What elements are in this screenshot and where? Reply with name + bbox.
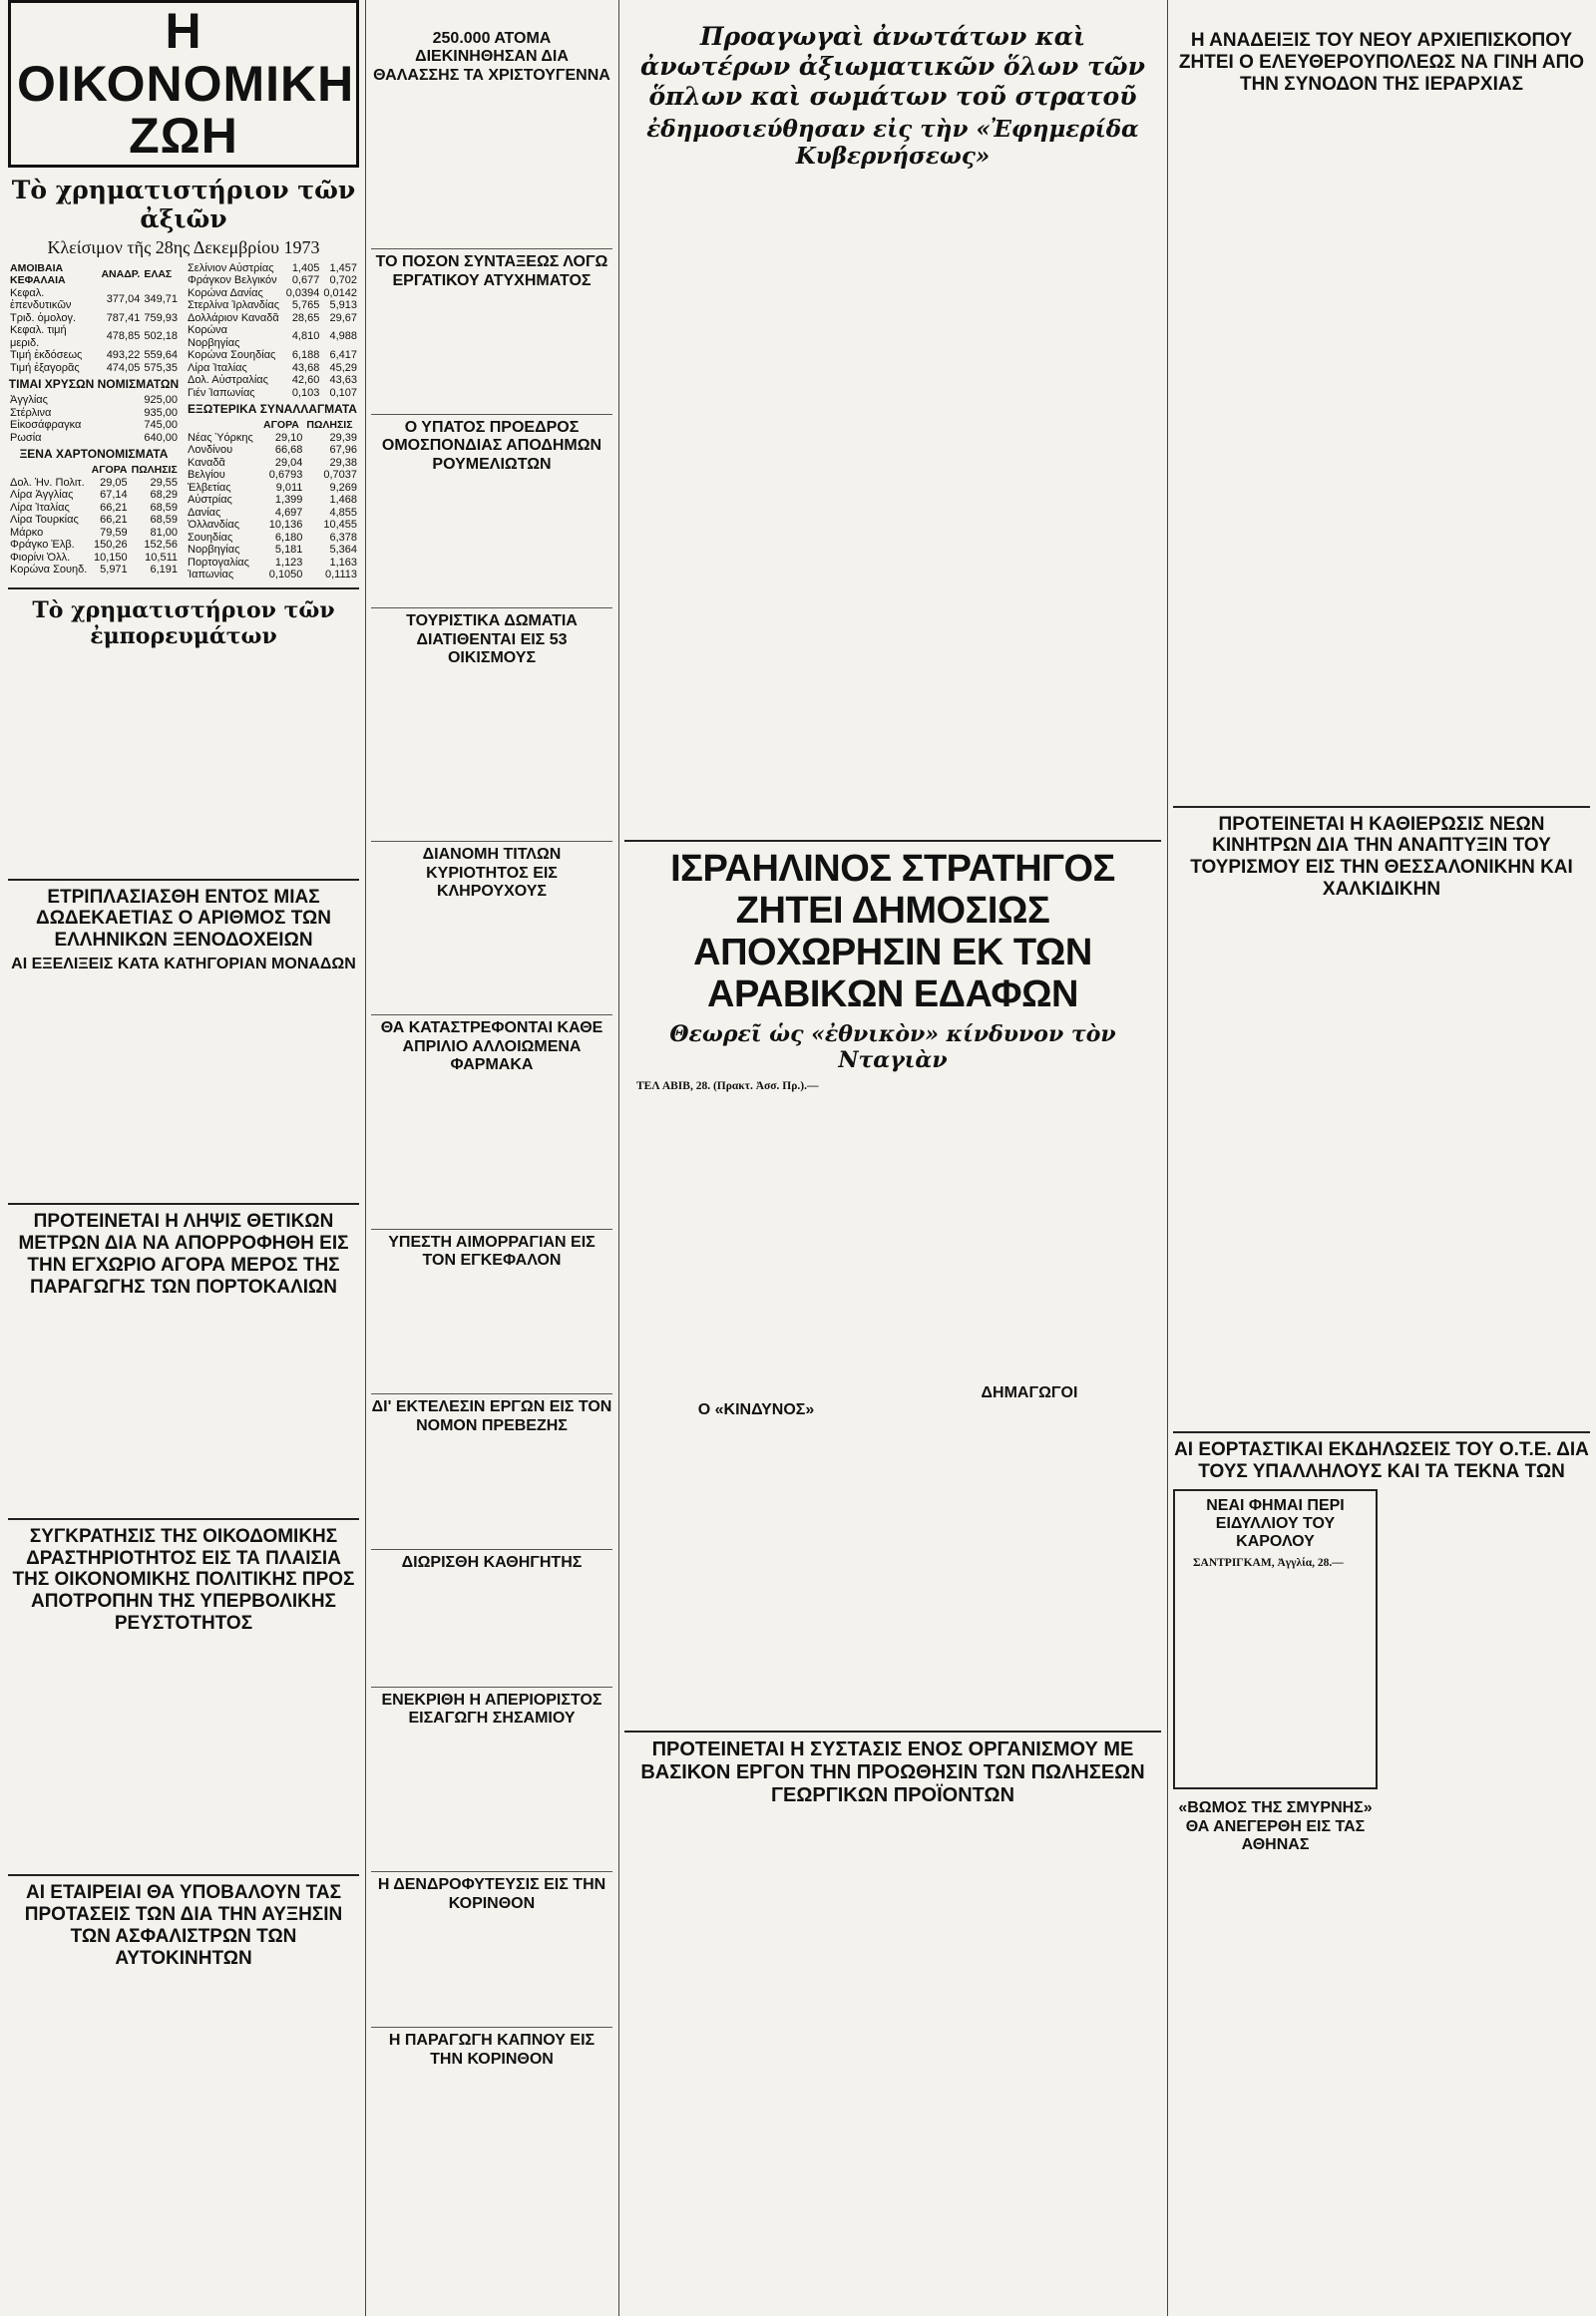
table-cell: 29,55 [150, 476, 178, 489]
stocks-date: Κλείσιμον τῆς 28ης Δεκεμβρίου 1973 [47, 236, 320, 257]
table-row [8, 539, 180, 552]
table-cell: Κορώνα Σουηδίας [188, 349, 276, 361]
section-masthead: Η ΟΙΚΟΝΟΜΙΚΗ ΖΩΗ [8, 0, 359, 168]
table-row [8, 362, 180, 375]
table-cell: 4,988 [329, 330, 357, 343]
table-row [8, 527, 180, 540]
table-row [8, 394, 180, 407]
army-headline: Προαγωγαὶ ἀνωτάτων καὶ ἀνωτέρων ἀξιωματικῶν ὅλων τῶν ὅπλων καὶ σωμάτων τοῦ στρατοῦ [640, 22, 1145, 111]
table-cell: 0,107 [329, 386, 357, 399]
table-cell: 6,180 [274, 531, 303, 544]
table-row [186, 299, 359, 312]
table-row [186, 457, 359, 470]
israel-text-right-2 [898, 1408, 1161, 1718]
stocks-right [186, 262, 359, 581]
charles-story [1173, 1489, 1378, 2048]
rooms-text [371, 667, 612, 837]
table-row [186, 507, 359, 520]
table-cell: 68,29 [150, 489, 178, 501]
pension-text [371, 290, 612, 410]
israel-text-left-2 [624, 1425, 888, 1725]
table-row [8, 287, 180, 312]
rooms-headline: ΤΟΥΡΙΣΤΙΚΑ ΔΩΜΑΤΙΑ ΔΙΑΤΙΘΕΝΤΑΙ ΕΙΣ 53 ΟΙΚΙΣΜΟΥΣ [406, 612, 578, 666]
tourism-text-left [1173, 907, 1378, 1425]
table-cell: 79,59 [100, 526, 128, 539]
table-cell: 9,269 [329, 481, 357, 494]
archbishop-text-left [1173, 102, 1378, 800]
divider [371, 1014, 612, 1015]
construction-headline: ΣΥΓΚΡΑΤΗΣΙΣ ΤΗΣ ΟΙΚΟΔΟΜΙΚΗΣ ΔΡΑΣΤΗΡΙΟΤΗΤΟΣ ΕΙΣ ΤΑ ΠΛΑΙΣΙΑ ΤΗΣ ΟΙΚΟΝΟΜΙΚΗΣ ΠΟΛΙΤΙΚΗΣ ΠΡΟΣ ΑΠΟΤΡΟΠΗΝ ΤΗΣ ΥΠΕΡΒΟΛΙΚΗΣ ΡΕΥΣΤΟΤΗΤΟΣ [12, 1525, 355, 1635]
divider [371, 1871, 612, 1872]
israel-headline: ΙΣΡΑΗΛΙΝΟΣ ΣΤΡΑΤΗΓΟΣ ΖΗΤΕΙ ΔΗΜΟΣΙΩΣ ΑΠΟΧΩΡΗΣΙΝ ΕΚ ΤΩΝ ΑΡΑΒΙΚΩΝ ΕΔΑΦΩΝ [670, 848, 1115, 1015]
archbishop-headline: Η ΑΝΑΔΕΙΞΙΣ ΤΟΥ ΝΕΟΥ ΑΡΧΙΕΠΙΣΚΟΠΟΥ ΖΗΤΕΙ Ο ΕΛΕΥΘΕΡΟΥΠΟΛΕΩΣ ΝΑ ΓΙΝΗ ΑΠΟ ΤΗΝ ΣΥΝΟΔΟΝ ΤΗΣ ΙΕΡΑΡΧΙΑΣ [1178, 30, 1585, 95]
trees-text [371, 1913, 612, 2023]
table-cell: 1,457 [329, 261, 357, 274]
table-cell: 28,65 [291, 311, 320, 324]
table-cell: Σουηδίας [188, 531, 233, 544]
table-cell: Λίρα Ἰταλίας [188, 361, 247, 374]
divider [371, 1393, 612, 1394]
dateline: ΣΑΝΤΡΙΓΚΑΜ, Ἀγγλία, 28.— [1193, 1556, 1344, 1569]
table-header: ΑΓΟΡΑ [263, 419, 299, 431]
table-row [8, 419, 180, 432]
table-row [8, 349, 180, 362]
table-cell: 29,05 [100, 476, 128, 489]
table-cell: 9,011 [275, 481, 303, 494]
table-row [186, 324, 359, 349]
preveza-text [371, 1435, 612, 1545]
table-cell: Νορβηγίας [188, 544, 240, 556]
table-cell: Εἰκοσάφραγκα [10, 419, 82, 431]
table-row [186, 387, 359, 400]
table-row [186, 312, 359, 325]
table-cell: 5,971 [100, 564, 128, 576]
table-cell: 1,123 [274, 556, 303, 569]
table-cell: 935,00 [144, 406, 178, 419]
table-cell: 29,10 [274, 431, 303, 444]
table-cell: 1,163 [329, 556, 357, 569]
table-header: ΑΝΑΔΡ. [101, 267, 141, 280]
table-cell: 575,35 [144, 361, 178, 374]
table-cell: 1,399 [274, 494, 303, 506]
table-cell: 66,21 [100, 501, 128, 514]
gold-title: ΤΙΜΑΙ ΧΡΥΣΩΝ ΝΟΜΙΣΜΑΤΩΝ [8, 377, 180, 391]
table-cell: Στερλίνα Ἰρλανδίας [188, 299, 280, 311]
divider [8, 1203, 359, 1205]
divider [371, 1687, 612, 1688]
table-row [186, 482, 359, 495]
table-row [8, 514, 180, 527]
table-cell: 45,29 [329, 361, 357, 374]
table-cell: Λίρα Ἀγγλίας [10, 489, 74, 501]
table-row [186, 569, 359, 581]
table-cell: 493,22 [106, 349, 141, 361]
titles-text [371, 901, 612, 1010]
israel-text-right [898, 1079, 1161, 1378]
table-cell: 5,181 [274, 544, 303, 556]
mutual-funds-table [8, 262, 180, 375]
charles-headline: ΝΕΑΙ ΦΗΜΑΙ ΠΕΡΙ ΕΙΔΥΛΛΙΟΥ ΤΟΥ ΚΑΡΟΛΟΥ [1206, 1496, 1345, 1551]
demagogues-subhead: ΔΗΜΑΓΩΓΟΙ [981, 1384, 1078, 1401]
table-cell: 5,913 [329, 299, 357, 311]
agri-text-right [898, 1813, 1161, 2316]
insurance-headline: ΑΙ ΕΤΑΙΡΕΙΑΙ ΘΑ ΥΠΟΒΑΛΟΥΝ ΤΑΣ ΠΡΟΤΑΣΕΙΣ ΤΩΝ ΔΙΑ ΤΗΝ ΑΥΞΗΣΙΝ ΤΩΝ ΑΣΦΑΛΙΣΤΡΩΝ ΤΩΝ ΑΥΤΟΚΙΝΗΤΩΝ [24, 1882, 343, 1969]
charles-box [1173, 1489, 1378, 1790]
table-cell: 5,364 [329, 544, 357, 556]
table-cell: 787,41 [106, 311, 141, 324]
table-cell: 29,67 [329, 311, 357, 324]
table-cell: Φράγκον Βελγικόν [188, 274, 277, 286]
table-row [8, 324, 180, 349]
table-cell: Ὁλλανδίας [188, 519, 240, 531]
table-row [186, 557, 359, 570]
table-cell: 0,0394 [285, 286, 320, 299]
insurance-text [8, 1973, 359, 2232]
table-row [186, 349, 359, 362]
table-cell: 10,136 [268, 519, 303, 531]
fx-title: ΞΕΝΑ ΧΑΡΤΟΝΟΜΙΣΜΑΤΑ [19, 447, 169, 461]
danger-subhead: Ο «ΚΙΝΔΥΝΟΣ» [697, 1400, 815, 1418]
table-cell: 0,103 [291, 386, 320, 399]
table-header: ΠΩΛΗΣΙΣ [131, 464, 178, 476]
table-cell: 0,0142 [323, 286, 357, 299]
fx-table [8, 464, 180, 577]
sesame-headline: ΕΝΕΚΡΙΘΗ Η ΑΠΕΡΙΟΡΙΣΤΟΣ ΕΙΣΑΓΩΓΗ ΣΗΣΑΜΙΟΥ [381, 1691, 602, 1727]
tobacco-text [371, 2069, 612, 2198]
israel-subheadline: Θεωρεῖ ὡς «ἐθνικὸν» κίνδυνον τὸν Νταγιὰν [669, 1021, 1116, 1073]
oranges-headline: ΠΡΟΤΕΙΝΕΤΑΙ Η ΛΗΨΙΣ ΘΕΤΙΚΩΝ ΜΕΤΡΩΝ ΔΙΑ ΝΑ ΑΠΟΡΡΟΦΗΘΗ ΕΙΣ ΤΗΝ ΕΓΧΩΡΙΟ ΑΓΟΡΑ ΜΕΡΟΣ ΤΗΣ ΠΑΡΑΓΩΓΗΣ ΤΩΝ ΠΟΡΤΟΚΑΛΙΩΝ [18, 1211, 349, 1298]
army-text-right [898, 176, 1161, 834]
israel-body [624, 1079, 1161, 1725]
column-right [1173, 0, 1590, 2316]
trees-headline: Η ΔΕΝΔΡΟΦΥΤΕΥΣΙΣ ΕΙΣ ΤΗΝ ΚΟΡΙΝΘΟΝ [377, 1876, 606, 1912]
table-header: ΑΓΟΡΑ [91, 464, 128, 476]
table-cell: Κορώνα Σουηδ. [10, 564, 88, 576]
table-cell: Αὐστρίας [188, 494, 232, 506]
table-row [186, 274, 359, 287]
table-row [8, 407, 180, 420]
table-cell: 29,38 [329, 456, 357, 469]
table-cell: 4,855 [329, 506, 357, 519]
table-cell: 67,96 [329, 444, 357, 456]
table-row [186, 532, 359, 545]
table-cell: Καναδᾶ [188, 456, 225, 469]
tourism-headline: ΠΡΟΤΕΙΝΕΤΑΙ Η ΚΑΘΙΕΡΩΣΙΣ ΝΕΩΝ ΚΙΝΗΤΡΩΝ ΔΙΑ ΤΗΝ ΑΝΑΠΤΥΞΙΝ ΤΟΥ ΤΟΥΡΙΣΜΟΥ ΕΙΣ ΤΗΝ ΘΕΣΣΑΛΟΝΙΚΗΝ ΚΑΙ ΧΑΛΚΙΔΙΚΗΝ [1190, 813, 1573, 901]
column-main [624, 0, 1161, 2316]
table-cell: 6,188 [291, 349, 320, 361]
table-cell: Γιέν Ἰαπωνίας [188, 386, 255, 399]
table-cell: 81,00 [150, 526, 178, 539]
archbishop-body [1173, 102, 1590, 800]
table-cell: 0,1113 [324, 569, 357, 580]
foreign-exchange-title: ΕΞΩΤΕΡΙΚΑ ΣΥΝΑΛΛΑΓΜΑΤΑ [188, 402, 357, 416]
sea-travel-headline: 250.000 ΑΤΟΜΑ ΔΙΕΚΙΝΗΘΗΣΑΝ ΔΙΑ ΘΑΛΑΣΣΗΣ ΤΑ ΧΡΙΣΤΟΥΓΕΝΝΑ [373, 30, 610, 84]
table-cell: 759,93 [144, 311, 178, 324]
table-cell: Λίρα Τουρκίας [10, 514, 79, 526]
table-cell: 42,60 [291, 374, 320, 386]
table-cell: 349,71 [144, 292, 178, 305]
stocks-headline: Τὸ χρηματιστήριον τῶν ἀξιῶν [11, 175, 356, 233]
table-cell: 0,677 [291, 274, 320, 286]
agri-headline: ΠΡΟΤΕΙΝΕΤΑΙ Η ΣΥΣΤΑΣΙΣ ΕΝΟΣ ΟΡΓΑΝΙΣΜΟΥ ΜΕ ΒΑΣΙΚΟΝ ΕΡΓΟΝ ΤΗΝ ΠΡΟΩΘΗΣΙΝ ΤΩΝ ΠΩΛΗΣΕΩΝ ΓΕΩΡΓΙΚΩΝ ΠΡΟΪΟΝΤΩΝ [640, 1737, 1145, 1806]
dateline: ΤΕΛ ΑΒΙΒ, 28. (Πρακτ. Ἀσσ. Πρ.).— [636, 1080, 819, 1092]
table-cell: Δολλάριον Καναδᾶ [188, 311, 279, 324]
table-cell: Πορτογαλίας [188, 556, 249, 569]
table-header: ΑΜΟΙΒΑΙΑ ΚΕΦΑΛΑΙΑ [10, 261, 66, 286]
pension-headline: ΤΟ ΠΟΣΟΝ ΣΥΝΤΑΞΕΩΣ ΛΟΓΩ ΕΡΓΑΤΙΚΟΥ ΑΤΥΧΗΜΑΤΟΣ [375, 253, 608, 289]
charles-text [1181, 1572, 1370, 1781]
table-cell: Σελίνιον Αὐστρίας [188, 261, 274, 274]
table-cell: 152,56 [144, 539, 178, 551]
table-cell: 43,63 [329, 374, 357, 386]
table-cell: 29,04 [274, 456, 303, 469]
table-cell: 68,59 [150, 514, 178, 526]
divider [371, 841, 612, 842]
table-cell: 66,21 [100, 514, 128, 526]
table-row [8, 564, 180, 577]
smyrna-text [1173, 1854, 1378, 2034]
table-cell: 6,191 [150, 564, 178, 576]
table-cell: Δολ. Αὐστραλίας [188, 374, 268, 386]
sea-travel-text [371, 85, 612, 244]
table-header: ΠΩΛΗΣΙΣ [306, 419, 353, 431]
table-cell: Κορώνα Δανίας [188, 286, 263, 299]
army-subheadline: ἐδημοσιεύθησαν εἰς τὴν «Ἐφημερίδα Κυβερνήσεως» [646, 116, 1139, 170]
divider [371, 1229, 612, 1230]
commodities-text [8, 653, 359, 873]
charles-dateline [1181, 1556, 1370, 1571]
drugs-headline: ΘΑ ΚΑΤΑΣΤΡΕΦΟΝΤΑΙ ΚΑΘΕ ΑΠΡΙΛΙΟ ΑΛΛΟΙΩΜΕΝΑ ΦΑΡΜΑΚΑ [380, 1019, 603, 1074]
divider [8, 879, 359, 881]
column-briefs [371, 0, 612, 2316]
professor-headline: ΔΙΩΡΙΣΘΗ ΚΑΘΗΓΗΤΗΣ [401, 1554, 583, 1572]
table-row [186, 287, 359, 300]
israel-text-left [624, 1096, 888, 1395]
table-cell: 640,00 [144, 431, 178, 444]
army-body [624, 176, 1161, 834]
israel-col-left [624, 1079, 888, 1725]
hemorrhage-text [371, 1270, 612, 1389]
divider [8, 1518, 359, 1520]
ote-headline: ΑΙ ΕΟΡΤΑΣΤΙΚΑΙ ΕΚΔΗΛΩΣΕΙΣ ΤΟΥ Ο.Τ.Ε. ΔΙΑ ΤΟΥΣ ΥΠΑΛΛΗΛΟΥΣ ΚΑΙ ΤΑ ΤΕΚΝΑ ΤΩΝ [1174, 1438, 1589, 1482]
column-rule [618, 0, 619, 2316]
table-cell: 377,04 [106, 292, 141, 305]
table-cell: Κορώνα Νορβηγίας [188, 324, 240, 349]
table-cell: Τριδ. ὁμολογ. [10, 311, 77, 324]
divider [1173, 806, 1590, 808]
divider [371, 607, 612, 608]
table-row [186, 362, 359, 375]
table-cell: Βελγίου [188, 469, 225, 481]
table-cell: 745,00 [144, 419, 178, 431]
divider [624, 840, 1161, 842]
oranges-text [8, 1303, 359, 1512]
table-cell: 0,7037 [323, 469, 357, 481]
table-row [8, 502, 180, 515]
federation-text [371, 474, 612, 603]
divider [371, 248, 612, 249]
table-cell: 4,810 [291, 330, 320, 343]
table-row [8, 312, 180, 325]
table-cell: 6,417 [329, 349, 357, 361]
divider [1173, 1431, 1590, 1433]
table-cell: Λονδίνου [188, 444, 233, 456]
table-cell: 0,702 [329, 274, 357, 286]
column-rule [1167, 0, 1168, 2316]
federation-headline: Ο ΥΠΑΤΟΣ ΠΡΟΕΔΡΟΣ ΟΜΟΣΠΟΝΔΙΑΣ ΑΠΟΔΗΜΩΝ ΡΟΥΜΕΛΙΩΤΩΝ [381, 418, 602, 473]
professor-text [371, 1573, 612, 1683]
table-cell: 150,26 [94, 539, 128, 551]
table-cell: 925,00 [144, 394, 178, 406]
preveza-headline: ΔΙ' ΕΚΤΕΛΕΣΙΝ ΕΡΓΩΝ ΕΙΣ ΤΟΝ ΝΟΜΟΝ ΠΡΕΒΕΖΗΣ [371, 1398, 612, 1434]
hotels-subheadline: ΑΙ ΕΞΕΛΙΞΕΙΣ ΚΑΤΑ ΚΑΤΗΓΟΡΙΑΝ ΜΟΝΑΔΩΝ [11, 956, 356, 973]
column-economy [8, 0, 359, 2316]
table-cell: 474,05 [106, 361, 141, 374]
israel-col-right [898, 1079, 1161, 1725]
table-cell: 1,468 [329, 494, 357, 506]
tourism-body [1173, 907, 1590, 1425]
table-cell: Κεφαλ. τιμή μεριδ. [10, 324, 67, 349]
table-cell: Ἰαπωνίας [188, 569, 234, 580]
currencies-top-table [186, 262, 359, 400]
smyrna-headline: «ΒΩΜΟΣ ΤΗΣ ΣΜΥΡΝΗΣ» ΘΑ ΑΝΕΓΕΡΘΗ ΕΙΣ ΤΑΣ ΑΘΗΝΑΣ [1178, 1799, 1373, 1854]
table-cell: 10,150 [94, 551, 128, 564]
tobacco-headline: Η ΠΑΡΑΓΩΓΗ ΚΑΠΝΟΥ ΕΙΣ ΤΗΝ ΚΟΡΙΝΘΟΝ [388, 2032, 596, 2068]
titles-headline: ΔΙΑΝΟΜΗ ΤΙΤΛΩΝ ΚΥΡΙΟΤΗΤΟΣ ΕΙΣ ΚΛΗΡΟΥΧΟΥΣ [422, 846, 562, 901]
hemorrhage-headline: ΥΠΕΣΤΗ ΑΙΜΟΡΡΑΓΙΑΝ ΕΙΣ ΤΟΝ ΕΓΚΕΦΑΛΟΝ [388, 1233, 596, 1270]
divider [8, 1874, 359, 1876]
army-text-left [624, 176, 888, 834]
drugs-text [371, 1075, 612, 1225]
table-cell: 4,697 [274, 506, 303, 519]
table-header: ΕΛΑΣ [144, 267, 173, 280]
table-cell: Φράγκο Ἑλβ. [10, 539, 75, 551]
table-row [8, 552, 180, 565]
table-row [186, 544, 359, 557]
archbishop-text-right [1386, 102, 1590, 800]
table-cell: 10,511 [145, 551, 178, 564]
sesame-text [371, 1728, 612, 1867]
table-cell: 10,455 [323, 519, 357, 531]
table-row [186, 432, 359, 445]
commodities-headline: Τὸ χρηματιστήριον τῶν ἐμπορευμάτων [32, 596, 335, 649]
divider [8, 587, 359, 589]
stocks-tables [8, 262, 359, 581]
table-cell: Φιορίνι Ὁλλ. [10, 551, 71, 564]
table-row [8, 489, 180, 502]
table-cell: Λίρα Ἰταλίας [10, 501, 70, 514]
ote-text [1386, 1489, 1590, 2048]
table-cell: 1,405 [291, 261, 320, 274]
table-cell: 5,765 [291, 299, 320, 311]
table-cell: 6,378 [329, 531, 357, 544]
agri-body [624, 1813, 1161, 2316]
table-cell: Δανίας [188, 506, 221, 519]
table-cell: Ρωσία [10, 431, 42, 444]
table-cell: Τιμή ἐκδόσεως [10, 349, 83, 361]
table-row [186, 262, 359, 275]
hotels-headline: ΕΤΡΙΠΛΑΣΙΑΣΘΗ ΕΝΤΟΣ ΜΙΑΣ ΔΩΔΕΚΑΕΤΙΑΣ Ο ΑΡΙΘΜΟΣ ΤΩΝ ΕΛΛΗΝΙΚΩΝ ΞΕΝΟΔΟΧΕΙΩΝ [36, 886, 331, 952]
table-cell: 502,18 [144, 330, 178, 343]
hotels-text [8, 977, 359, 1197]
table-row [186, 374, 359, 387]
table-cell: Δολ. Ἡν. Πολιτ. [10, 476, 85, 489]
table-cell: Ἀγγλίας [10, 394, 48, 406]
table-cell: Κεφαλ. ἐπενδυτικῶν [10, 286, 72, 311]
table-cell: 0,6793 [268, 469, 303, 481]
table-cell: 43,68 [291, 361, 320, 374]
column-rule [365, 0, 366, 2316]
table-row [186, 469, 359, 482]
divider [371, 414, 612, 415]
table-cell: 29,39 [329, 431, 357, 444]
table-cell: 68,59 [150, 501, 178, 514]
gold-table [8, 394, 180, 444]
table-header [8, 464, 90, 477]
table-cell: 66,68 [274, 444, 303, 456]
table-cell: 67,14 [100, 489, 128, 501]
table-row [8, 477, 180, 490]
table-header [186, 419, 261, 432]
ote-body [1173, 1489, 1590, 2048]
table-cell: Ἑλβετίας [188, 481, 231, 494]
table-row [186, 444, 359, 457]
divider [624, 1731, 1161, 1733]
table-cell: Μάρκο [10, 526, 44, 539]
israel-dateline [624, 1079, 888, 1094]
foreign-exchange-table [186, 419, 359, 581]
table-cell: Νέας Ὑόρκης [188, 431, 253, 444]
table-row [186, 519, 359, 532]
divider [371, 2027, 612, 2028]
construction-text [8, 1639, 359, 1868]
table-cell: 478,85 [106, 330, 141, 343]
table-row [8, 432, 180, 445]
table-row [186, 494, 359, 507]
table-cell: Τιμή ἐξαγορᾶς [10, 361, 80, 374]
agri-text-left [624, 1813, 888, 2316]
divider [371, 1549, 612, 1550]
table-cell: 559,64 [144, 349, 178, 361]
stocks-left [8, 262, 180, 581]
table-cell: 0,1050 [268, 569, 303, 580]
tourism-text-right [1386, 907, 1590, 1425]
table-cell: Στέρλινα [10, 406, 52, 419]
